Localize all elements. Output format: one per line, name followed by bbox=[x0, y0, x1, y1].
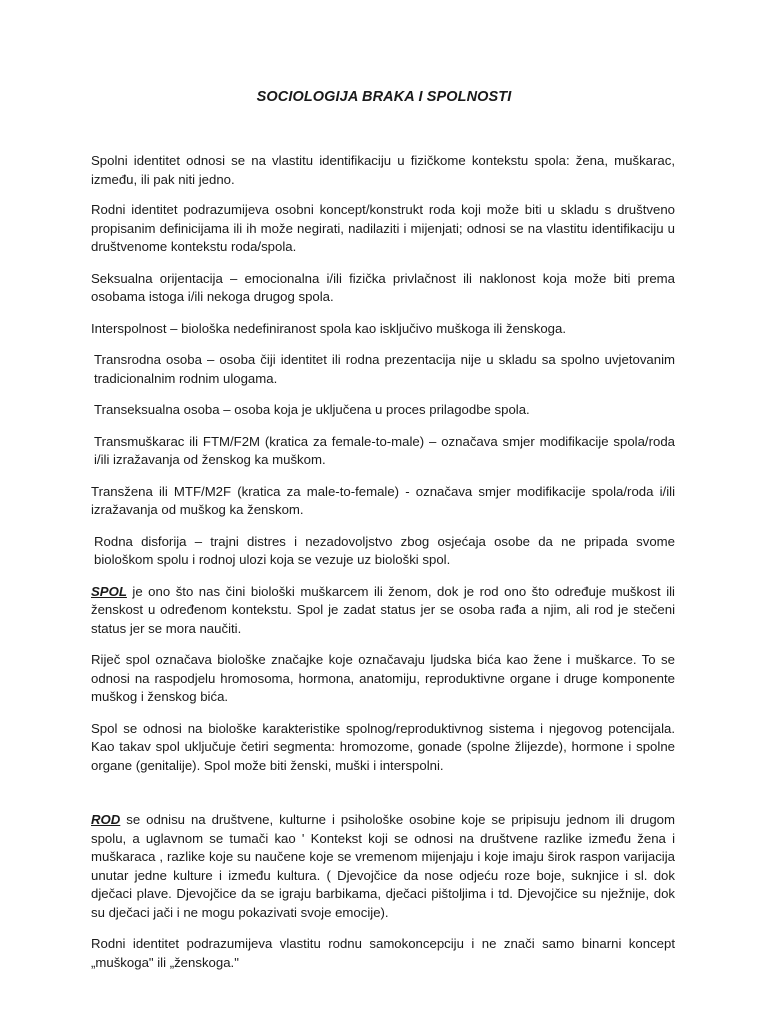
paragraph-spol-karakteristike bbox=[91, 720, 675, 776]
paragraph-text: se odnisu na društvene, kulturne i psihološke osobine koje se pripisuju jednom ili drugom spolu, a uglavnom se tumači kao ' Kontekst koji se odnosi na društvene razlike između žena i muškaraca , razlike koje su naučene koje se vremenom mijenjaju i koje imaju širok raspon varijacija unutar jedne kulture i između kultura. ( Djevojčice da nose odjeću roze boje, suknjice i sl. dok dječaci plave. Djevojčice da se igraju barbikama, dječaci pištoljima i td. Djevojčice su nježnije, dok su dječaci jači i ne mogu pokazivati svoje emocije). bbox=[91, 812, 675, 920]
paragraph-text: Transžena ili MTF/M2F (kratica za male-to-female) - označava smjer modifikacije spola/roda i/ili izražavanja od muškog ka ženskom. bbox=[91, 483, 675, 517]
paragraph-rodna-disforija bbox=[91, 533, 675, 570]
paragraph-text: Riječ spol označava biološke značajke koje označavaju ljudska bića kao žene i muškarce. To se odnosi na raspodjelu hromosoma, hormona, anatomiju, reproduktivne organe i druge komponente muškog i ženskog bića. bbox=[91, 652, 675, 704]
paragraph-seksualna-orijentacija bbox=[91, 270, 675, 307]
paragraph-transeksualna-osoba bbox=[91, 401, 675, 420]
paragraph-text: Transmuškarac ili FTM/F2M (kratica za female-to-male) – označava smjer modifikacije spola/roda i/ili izražavanja od ženskog ka muškom. bbox=[94, 433, 675, 467]
paragraph-spol-definition bbox=[91, 583, 675, 639]
paragraph-text: je ono što nas čini biološki muškarcem ili ženom, dok je rod ono što određuje muškost ili ženskost u određenom kontekstu. Spol je zadat status jer se osoba rađa a njim, ali rod je stečeni status jer se mora naučiti. bbox=[91, 583, 675, 636]
paragraph-text: Rodni identitet podrazumijeva vlastitu rodnu samokoncepciju i ne znači samo binarni koncept „muškoga" ili „ženskoga." bbox=[91, 936, 675, 970]
paragraph-rijec-spol bbox=[91, 651, 675, 707]
paragraph-rodni-identitet bbox=[91, 201, 675, 257]
paragraph-text: Transrodna osoba – osoba čiji identitet ili rodna prezentacija nije u skladu sa spolno uvjetovanim tradicionalnim rodnim ulogama. bbox=[94, 352, 675, 386]
paragraph-transzena bbox=[91, 483, 675, 520]
paragraph-text: Rodna disforija – trajni distres i nezadovoljstvo zbog osjećaja osobe da ne pripada svome biološkom spolu i rodnoj ulozi koja se vezuje uz biološki spol. bbox=[94, 533, 675, 567]
paragraph-rod-definition bbox=[91, 811, 675, 922]
paragraph-spolni-identitet bbox=[91, 152, 675, 189]
paragraph-text: Seksualna orijentacija – emocionalna i/ili fizička privlačnost ili naklonost koja može biti prema osobama istoga i/ili nekoga drugog spola. bbox=[91, 270, 675, 304]
paragraph-text: Rodni identitet podrazumijeva osobni koncept/konstrukt roda koji može biti u skladu s društveno propisanim definicijama ili ih može negirati, nadilaziti i mijenjati; odnosi se na vlastitu identifikaciju u društvenome kontekstu roda/spola. bbox=[91, 202, 675, 254]
term-rod: ROD bbox=[91, 812, 121, 827]
document-title: SOCIOLOGIJA BRAKA I SPOLNOSTI bbox=[256, 89, 512, 105]
paragraph-rodni-identitet-koncept bbox=[91, 935, 675, 972]
paragraph-text: Transeksualna osoba – osoba koja je uključena u proces prilagodbe spola. bbox=[94, 402, 530, 417]
paragraph-text: Spol se odnosi na biološke karakteristike spolnog/reproduktivnog sistema i njegovog potencijala. Kao takav spol uključuje četiri segmenta: hromozome, gonade (spolne žlijezde), hormone i spolne organe (genitalije). Spol može biti ženski, muški i interspolni. bbox=[91, 720, 675, 773]
paragraph-text: Interspolnost – biološka nedefiniranost spola kao isključivo muškoga ili ženskoga. bbox=[91, 320, 567, 336]
paragraph-interspolnost bbox=[91, 320, 675, 339]
paragraph-text: Spolni identitet odnosi se na vlastitu identifikaciju u fizičkome kontekstu spola: žena, muškarac, između, ili pak niti jedno. bbox=[91, 153, 675, 187]
paragraph-transrodna-osoba bbox=[91, 351, 675, 388]
document-body bbox=[91, 152, 675, 985]
paragraph-transmuskarac bbox=[91, 433, 675, 470]
term-spol: SPOL bbox=[91, 583, 127, 599]
